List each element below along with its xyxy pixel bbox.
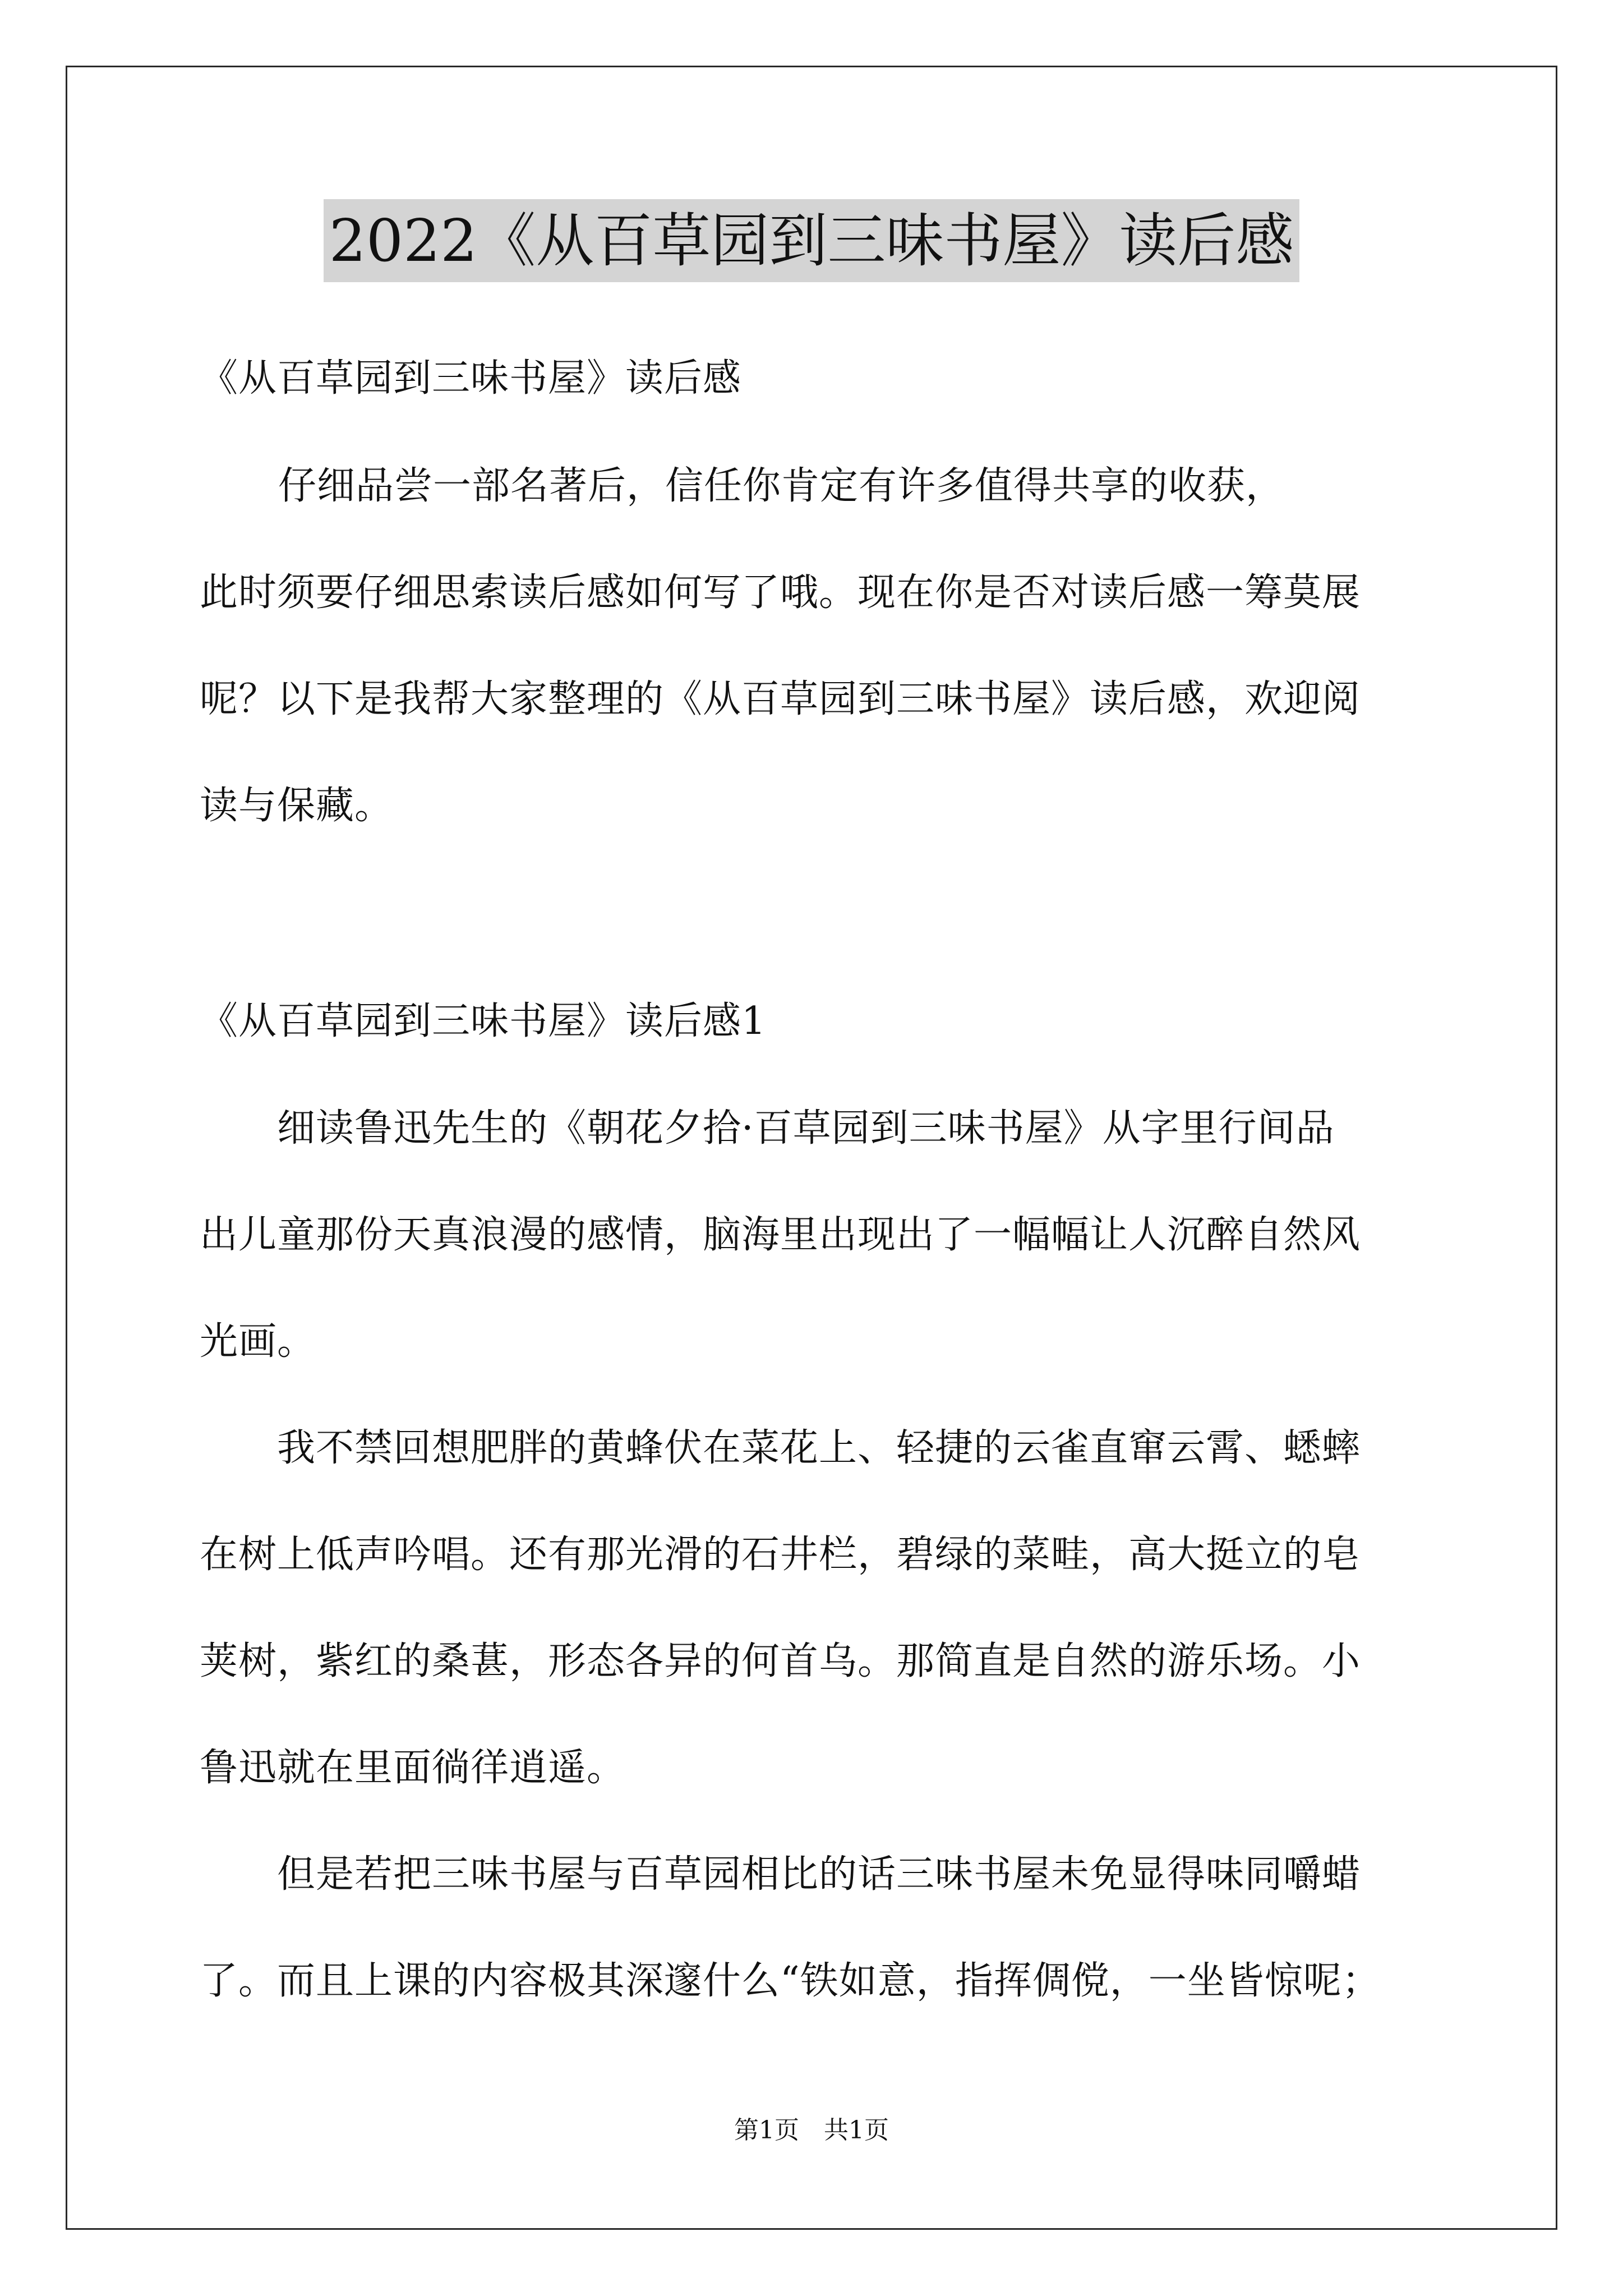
body-line-4: 我不禁回想肥胖的黄蜂伏在菜花上、轻捷的云雀直窜云霄、蟋蟀	[200, 1426, 1361, 1470]
body-line-6: 荚树，紫红的桑葚，形态各异的何首乌。那简直是自然的游乐场。小	[200, 1639, 1361, 1683]
body-line-9: 了。而且上课的内容极其深邃什么“铁如意，指挥倜傥，一坐皆惊呢；	[200, 1959, 1381, 2003]
body-line-7: 鲁迅就在里面徜徉逍遥。	[200, 1746, 626, 1790]
body-line-2: 出儿童那份天真浪漫的感情，脑海里出现出了一幅幅让人沉醉自然风	[200, 1213, 1361, 1257]
body-line-5: 在树上低声吟唱。还有那光滑的石井栏，碧绿的菜畦，高大挺立的皂	[200, 1533, 1361, 1577]
section-heading: 《从百草园到三味书屋》读后感1	[200, 999, 767, 1043]
document-title: 2022《从百草园到三味书屋》读后感	[324, 199, 1300, 282]
body-line-3: 光画。	[200, 1319, 316, 1364]
page-footer: 第1页 共1页	[734, 2116, 889, 2145]
intro-line-2: 此时须要仔细思索读后感如何写了哦。现在你是否对读后感一筹莫展	[200, 570, 1361, 615]
subtitle: 《从百草园到三味书屋》读后感	[200, 356, 742, 401]
intro-line-1: 仔细品尝一部名著后，信任你肯定有许多值得共享的收获，	[201, 464, 1285, 508]
title-wrap	[0, 199, 1623, 282]
intro-line-4: 读与保藏。	[200, 784, 394, 828]
intro-line-3: 呢？以下是我帮大家整理的《从百草园到三味书屋》读后感，欢迎阅	[200, 677, 1361, 721]
body-line-1: 细读鲁迅先生的《朝花夕拾·百草园到三味书屋》从字里行间品	[200, 1106, 1335, 1151]
body-line-8: 但是若把三味书屋与百草园相比的话三味书屋未免显得味同嚼蜡	[200, 1852, 1361, 1897]
